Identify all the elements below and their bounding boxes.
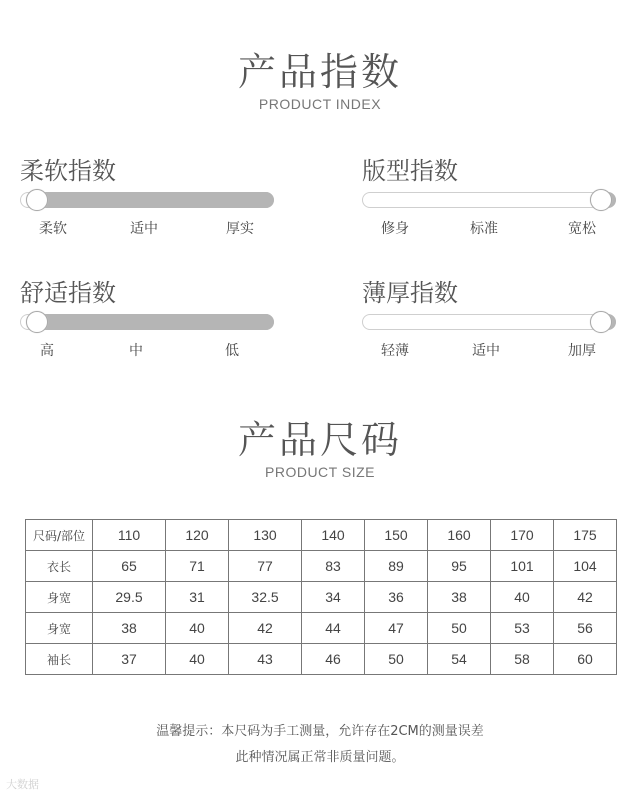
table-cell: 95 <box>428 551 491 582</box>
table-cell: 40 <box>491 582 554 613</box>
slider-knob <box>590 189 612 211</box>
index-label-low: 轻薄 <box>381 343 409 359</box>
index-track <box>20 314 274 330</box>
size-header-cell: 170 <box>491 520 554 551</box>
index-label-mid: 适中 <box>472 343 500 359</box>
table-row <box>26 551 617 582</box>
index-labels <box>20 218 276 236</box>
comfort-index <box>20 278 276 368</box>
watermark-logo <box>6 776 39 792</box>
table-cell: 101 <box>491 551 554 582</box>
table-cell: 36 <box>365 582 428 613</box>
table-cell: 46 <box>302 644 365 675</box>
index-labels <box>362 218 618 236</box>
size-header-cell: 160 <box>428 520 491 551</box>
table-row <box>26 582 617 613</box>
table-cell: 89 <box>365 551 428 582</box>
softness-index <box>20 156 276 246</box>
slider-knob <box>26 311 48 333</box>
table-cell: 50 <box>428 613 491 644</box>
table-cell: 38 <box>428 582 491 613</box>
size-header-cell: 140 <box>302 520 365 551</box>
index-title: 版型指数 <box>362 157 458 185</box>
table-cell: 47 <box>365 613 428 644</box>
product-index-subtitle: PRODUCT INDEX <box>258 96 382 112</box>
product-size-subtitle: PRODUCT SIZE <box>265 464 375 480</box>
index-label-high: 厚实 <box>226 221 254 237</box>
table-cell: 32.5 <box>229 582 302 613</box>
slider-knob <box>590 311 612 333</box>
product-index-heading <box>0 50 640 112</box>
index-label-low: 修身 <box>381 221 409 237</box>
size-header-cell: 130 <box>229 520 302 551</box>
row-label: 身宽 <box>26 582 93 613</box>
table-cell: 42 <box>229 613 302 644</box>
size-note-line2: 此种情况属正常非质量问题。 <box>235 750 405 765</box>
size-header-cell: 175 <box>553 520 616 551</box>
track-background <box>362 314 616 330</box>
track-fill <box>36 314 274 330</box>
size-header-cell: 150 <box>365 520 428 551</box>
index-label-low: 柔软 <box>39 221 67 237</box>
watermark-text: 大数据 <box>6 778 39 791</box>
table-cell: 65 <box>93 551 166 582</box>
table-cell: 43 <box>229 644 302 675</box>
table-cell: 37 <box>93 644 166 675</box>
index-label-high: 低 <box>225 343 239 359</box>
index-labels <box>20 340 276 358</box>
index-label-mid: 中 <box>129 343 143 359</box>
table-cell: 40 <box>166 613 229 644</box>
table-cell: 50 <box>365 644 428 675</box>
table-cell: 83 <box>302 551 365 582</box>
index-track <box>362 314 616 330</box>
index-title: 舒适指数 <box>20 279 116 307</box>
fit-index <box>362 156 618 246</box>
product-index-title: 产品指数 <box>237 50 402 94</box>
size-header-cell: 110 <box>93 520 166 551</box>
table-cell: 38 <box>93 613 166 644</box>
index-title: 薄厚指数 <box>362 279 458 307</box>
size-header-cell: 120 <box>166 520 229 551</box>
index-label-high: 加厚 <box>568 343 596 359</box>
table-cell: 29.5 <box>93 582 166 613</box>
index-label-low: 高 <box>40 343 54 359</box>
product-size-title: 产品尺码 <box>237 418 402 462</box>
index-label-mid: 标准 <box>470 221 498 237</box>
table-header-row <box>26 520 617 551</box>
table-cell: 60 <box>553 644 616 675</box>
table-row <box>26 613 617 644</box>
table-cell: 40 <box>166 644 229 675</box>
table-row <box>26 644 617 675</box>
row-label: 身宽 <box>26 613 93 644</box>
index-labels <box>362 340 618 358</box>
index-track <box>362 192 616 208</box>
size-note-line1: 温馨提示：本尺码为手工测量，允许存在2CM的测量误差 <box>156 724 484 739</box>
size-table <box>25 519 617 675</box>
table-cell: 104 <box>553 551 616 582</box>
table-corner-cell: 尺码/部位 <box>26 520 93 551</box>
track-background <box>362 192 616 208</box>
product-size-heading <box>0 418 640 480</box>
slider-knob <box>26 189 48 211</box>
index-label-mid: 适中 <box>130 221 158 237</box>
index-track <box>20 192 274 208</box>
table-cell: 53 <box>491 613 554 644</box>
table-cell: 34 <box>302 582 365 613</box>
table-cell: 71 <box>166 551 229 582</box>
thickness-index <box>362 278 618 368</box>
row-label: 袖长 <box>26 644 93 675</box>
index-label-high: 宽松 <box>568 221 596 237</box>
table-cell: 77 <box>229 551 302 582</box>
table-cell: 58 <box>491 644 554 675</box>
table-cell: 44 <box>302 613 365 644</box>
table-cell: 56 <box>553 613 616 644</box>
index-title: 柔软指数 <box>20 157 116 185</box>
table-cell: 31 <box>166 582 229 613</box>
row-label: 衣长 <box>26 551 93 582</box>
track-fill <box>36 192 274 208</box>
table-cell: 42 <box>553 582 616 613</box>
table-cell: 54 <box>428 644 491 675</box>
